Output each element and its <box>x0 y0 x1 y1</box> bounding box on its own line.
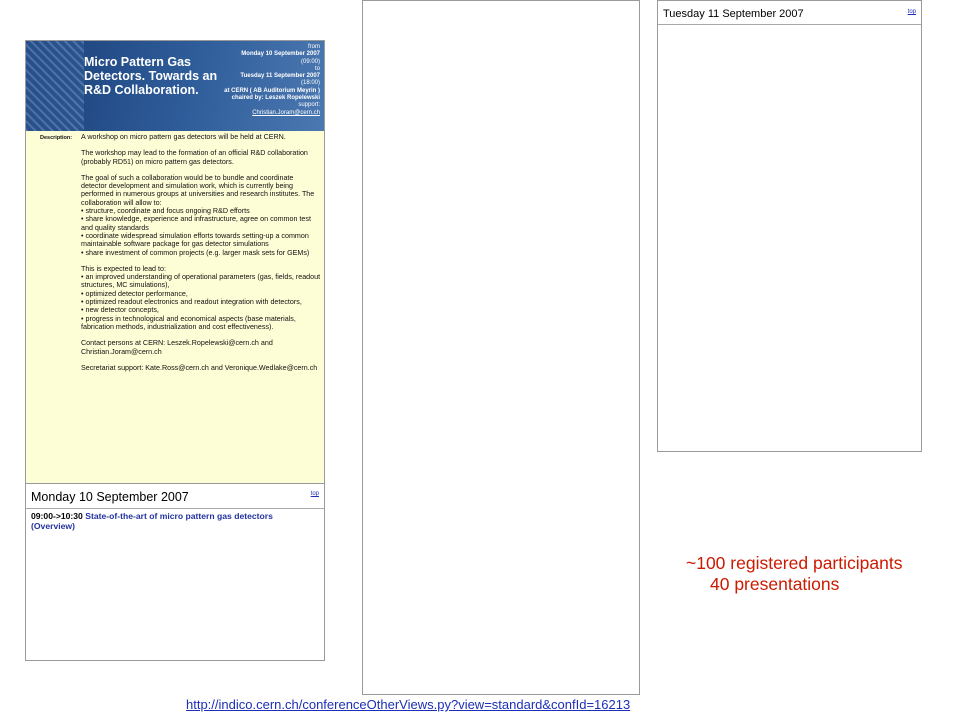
day-header <box>26 484 324 509</box>
event-info-line: to <box>314 65 320 72</box>
description-paragraph: The workshop may lead to the formation of an official R&D collaboration (probably RD51) on micro pattern gas detectors. <box>81 149 308 166</box>
event-info-line: support: <box>298 102 320 109</box>
monday-continued-panel <box>362 0 640 695</box>
session-time: 09:00->10:30 <box>31 511 86 521</box>
event-info-line: Christian.Joram@cern.ch <box>252 109 320 116</box>
top-link[interactable]: top <box>310 491 319 497</box>
description-label: Description: <box>40 135 73 141</box>
event-info-line: chaired by: Leszek Ropelewski <box>231 95 320 102</box>
day-header <box>658 1 921 25</box>
day-title: Monday 10 September 2007 <box>31 490 189 504</box>
description-paragraph: This is expected to lead to: • an improved understanding of operational parameters (gas, fields, readout structures, MC simulations), • optimized detector performance, • optimized readout electronics and readout integration with detectors, • new detector concepts, • progress in technological and economical aspects (base materials, fabrication methods, industrialization and cost effectiveness). <box>81 264 321 331</box>
event-title: Micro Pattern Gas Detectors. Towards an R&D Collaboration. <box>84 55 218 97</box>
event-info-line: (09:00) <box>300 58 320 65</box>
session-title: State-of-the-art of micro pattern gas detectors (Overview) <box>31 511 273 531</box>
event-info-line: (18:00) <box>300 80 320 87</box>
event-banner <box>26 41 324 131</box>
description-paragraph: A workshop on micro pattern gas detectors will be held at CERN. <box>81 133 286 141</box>
description-paragraph: Contact persons at CERN: Leszek.Ropelewski@cern.ch and Christian.Joram@cern.ch <box>81 339 273 356</box>
tuesday-panel <box>657 0 922 452</box>
description-paragraph: The goal of such a collaboration would be to bundle and coordinate detector development and simulation work, which is currently being performed in numerous groups at universities and research institutes. The collaboration will allow to: • structure, coordinate and focus ongoing R&D efforts • share knowledge, experience and infrastructure, agree on common test and quality standards • coordinate widespread simulation efforts towards setting-up a common maintainable software package for gas detector simulations • share investment of common projects (e.g. larger mask sets for GEMs) <box>81 173 315 257</box>
event-info-panel <box>25 40 325 484</box>
session-header <box>26 509 324 533</box>
event-info-line: Monday 10 September 2007 <box>241 51 320 58</box>
event-description <box>26 131 324 484</box>
event-info <box>218 44 320 117</box>
description-text <box>81 133 321 380</box>
participants-callout <box>686 553 902 595</box>
top-link[interactable]: top <box>907 9 916 15</box>
conference-url-link[interactable]: http://indico.cern.ch/conferenceOtherViews.py?view=standard&confId=16213 <box>186 697 631 712</box>
description-paragraph: Secretariat support: Kate.Ross@cern.ch and Veronique.Wedlake@cern.ch <box>81 363 318 372</box>
day-title: Tuesday 11 September 2007 <box>663 8 804 20</box>
event-info-line: Tuesday 11 September 2007 <box>240 73 320 80</box>
event-info-line: at CERN ( AB Auditorium Meyrin ) <box>224 87 320 94</box>
monday-panel <box>25 483 325 661</box>
callout-line-2: 40 presentations <box>710 574 840 594</box>
banner-pattern <box>26 41 84 131</box>
event-info-line: from <box>308 44 320 50</box>
callout-line-1: ~100 registered participants <box>686 553 903 573</box>
